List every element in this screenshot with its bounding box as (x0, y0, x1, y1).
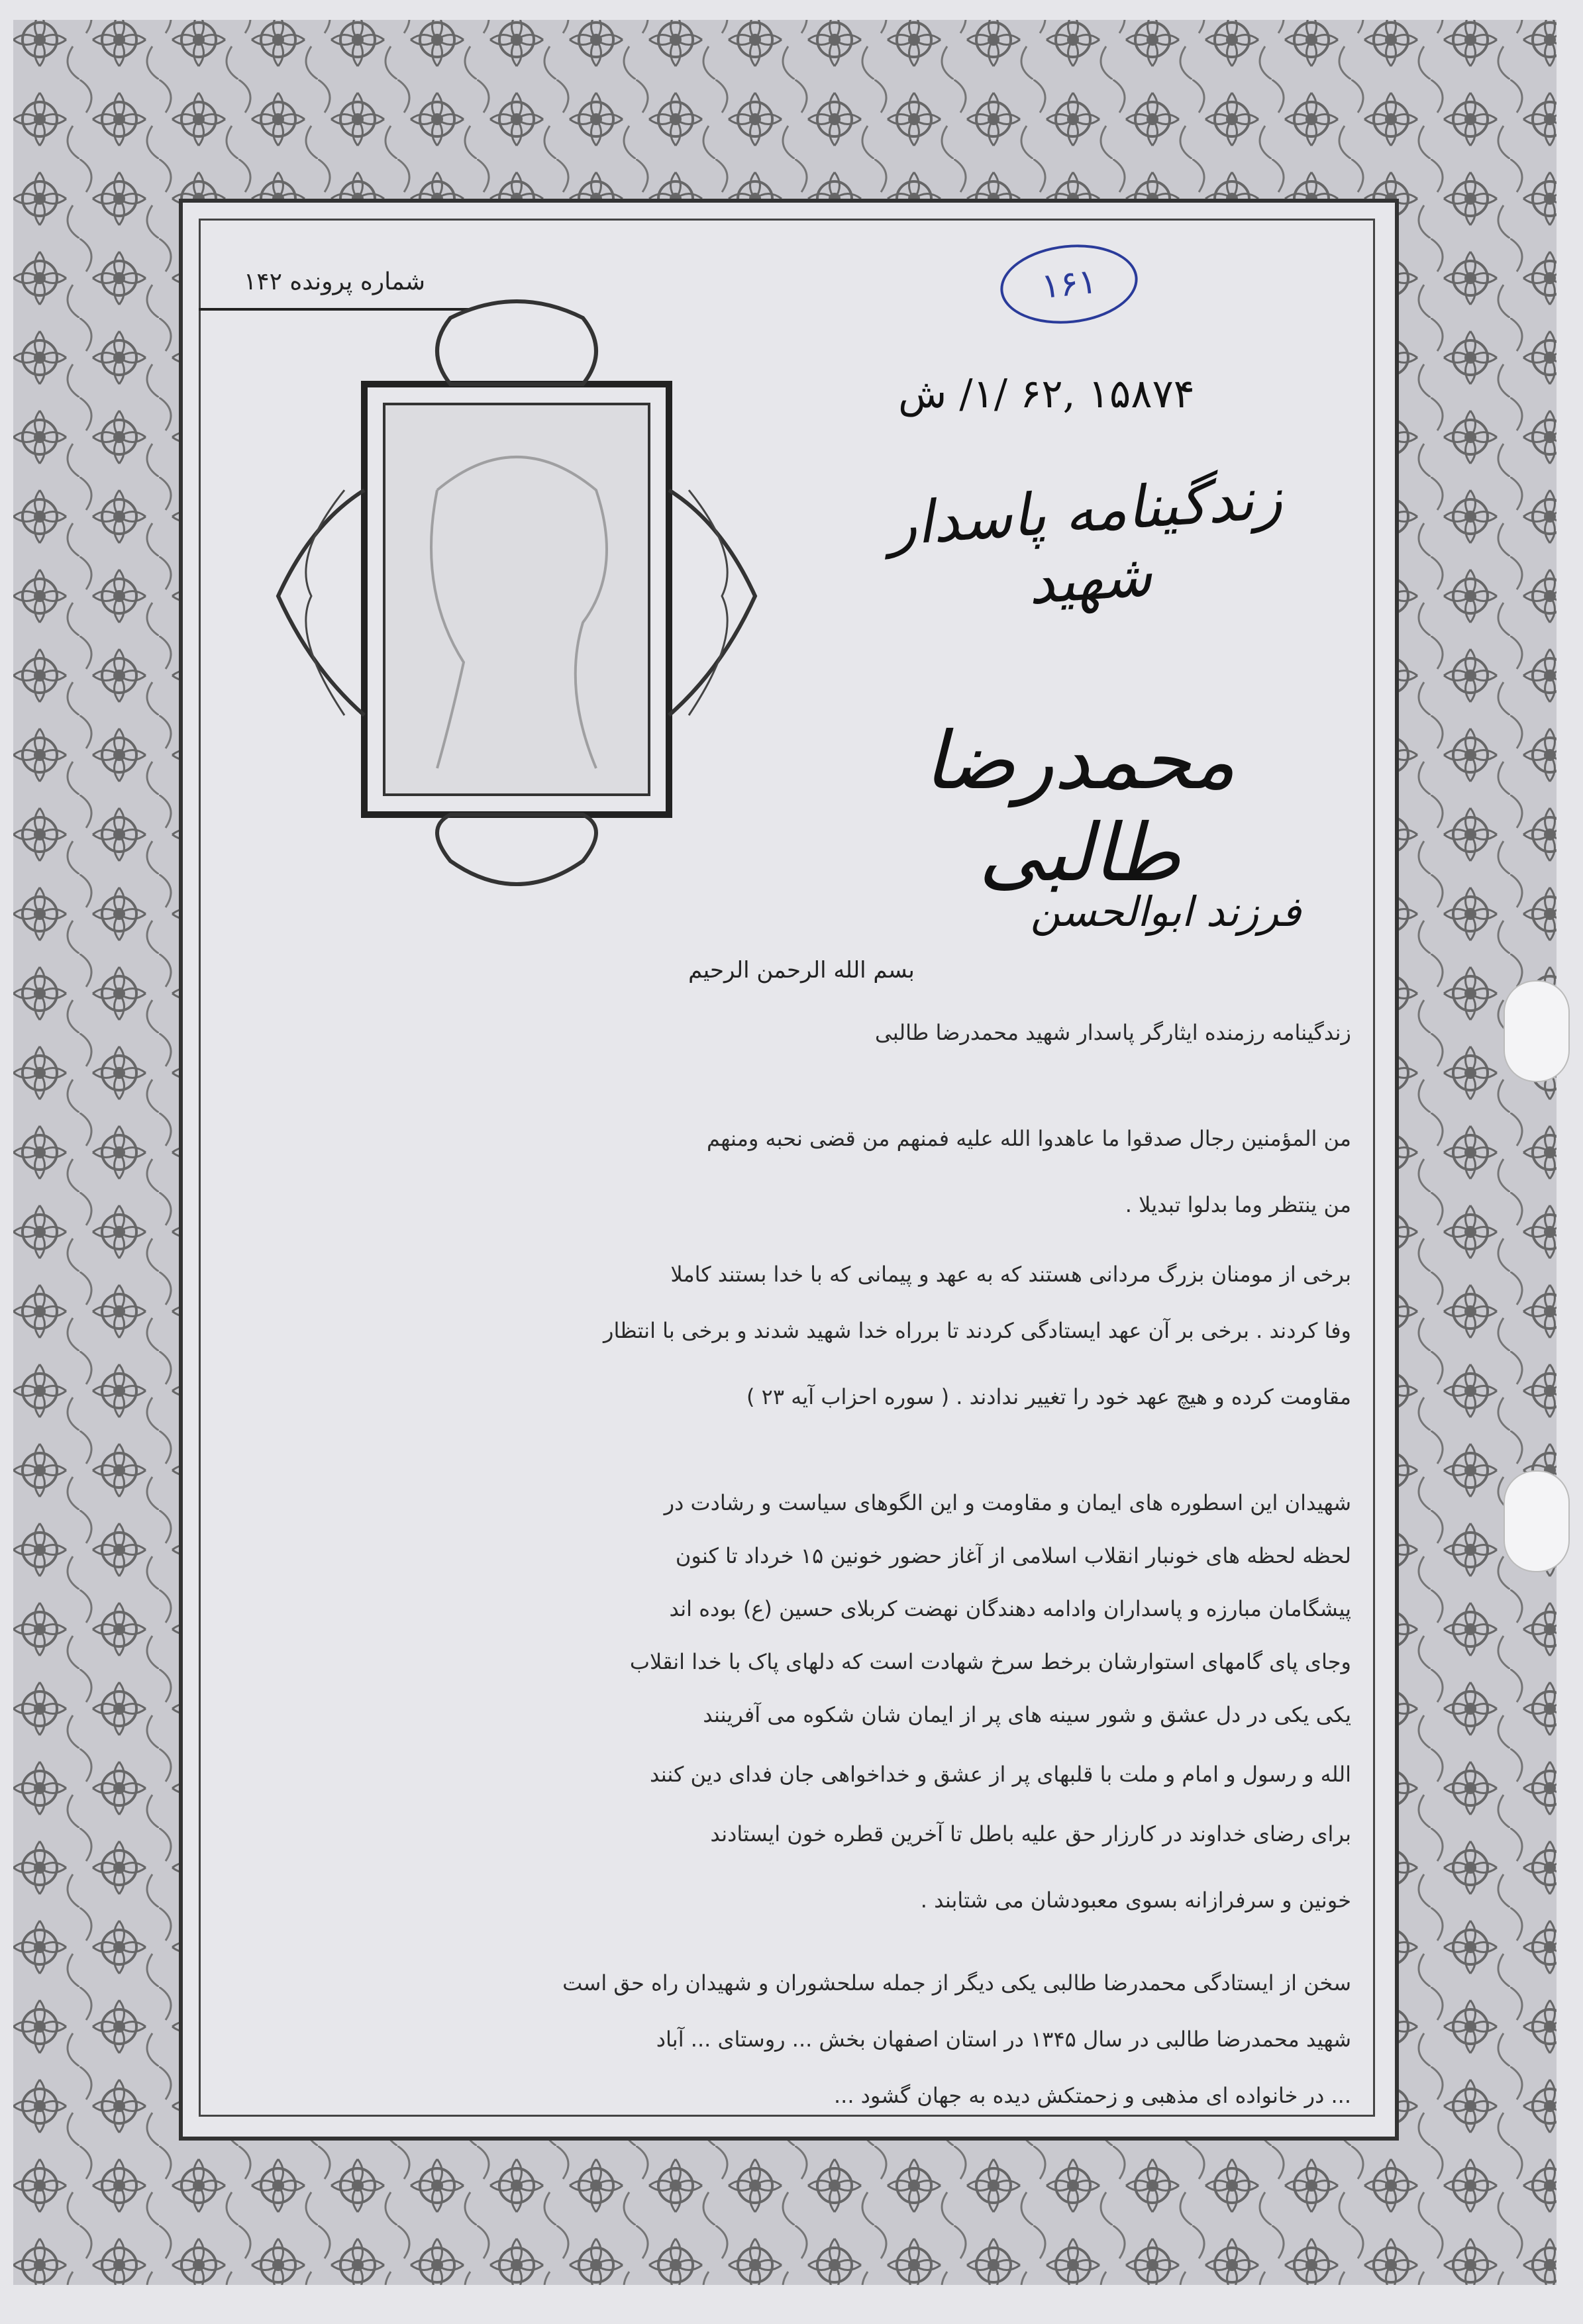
body-line: مقاومت کرده و هیچ عهد خود را تغییر ندادند . ( سوره احزاب آیه ۲۳ ) (746, 1384, 1351, 1409)
body-line: وجای پای گامهای استوارشان برخط سرخ شهادت است که دلهای پاک با خدا انقلاب (629, 1649, 1351, 1674)
portrait-frame (252, 291, 782, 927)
martyr-name: محمدرضا طالبی (923, 715, 1236, 899)
body-line: پیشگامان مبارزه و پاسداران وادامه دهندگان نهضت کربلای حسین (ع) بوده اند (669, 1596, 1351, 1621)
body-line: من المؤمنین رجال صدقوا ما عاهدوا الله علیه فمنهم من قضی نحبه ومنهم (707, 1126, 1351, 1151)
body-line: شهید محمدرضا طالبی در سال ۱۳۴۵ در استان اصفهان بخش ... روستای ... آباد (656, 2027, 1351, 2052)
body-line: خونین و سرفرازانه بسوی معبودشان می شتابند . (920, 1888, 1351, 1913)
body-line: یکی یکی در دل عشق و شور سینه های پر از ایمان شان شکوه می آفرینند (703, 1702, 1351, 1727)
body-line: الله و رسول و امام و ملت با قلبهای پر از عشق و خداخواهی جان فدای دین کنند (649, 1762, 1351, 1787)
body-line: شهیدان این اسطوره های ایمان و مقاومت و این الگوهای سیاست و رشادت در (664, 1490, 1351, 1515)
reference-number: ۱۵۸۷۴ ,۶۲ /۱/ ش (898, 371, 1195, 417)
body-line: ... در خانواده ای مذهبی و زحمتکش دیده به جهان گشود ... (833, 2083, 1351, 2108)
file-number-label: شماره پرونده ۱۴۲ (199, 268, 470, 311)
body-line: لحظه لحظه های خونبار انقلاب اسلامی از آغاز حضور خونین ۱۵ خرداد تا کنون (675, 1543, 1351, 1568)
body-line: برای رضای خداوند در کارزار حق علیه باطل تا آخرین قطره خون ایستادند (710, 1821, 1351, 1846)
punch-hole (1504, 980, 1570, 1082)
punch-hole (1504, 1470, 1570, 1572)
body-line: سخن از ایستادگی محمدرضا طالبی یکی دیگر از جمله سلحشوران و شهیدان راه حق است (562, 1970, 1351, 1996)
document-heading: زندگینامه پاسدار شهید (886, 463, 1284, 618)
handwritten-circled-number: ۱۶۱ (996, 238, 1141, 330)
father-name-line: فرزند ابوالحسن (1030, 887, 1302, 936)
bismillah-line: بسم الله الرحمن الرحیم (688, 957, 915, 984)
body-line: من ینتظر وما بدلوا تبدیلا . (1125, 1192, 1351, 1217)
body-line: برخی از مومنان بزرگ مردانی هستند که به عهد و پیمانی که با خدا بستند کاملا (670, 1262, 1351, 1287)
body-line: وفا کردند . برخی بر آن عهد ایستادگی کردند تا برراه خدا شهید شدند و برخی با انتظار (603, 1318, 1351, 1343)
body-line: زندگینامه رزمنده ایثارگر پاسدار شهید محمدرضا طالبی (875, 1020, 1351, 1045)
